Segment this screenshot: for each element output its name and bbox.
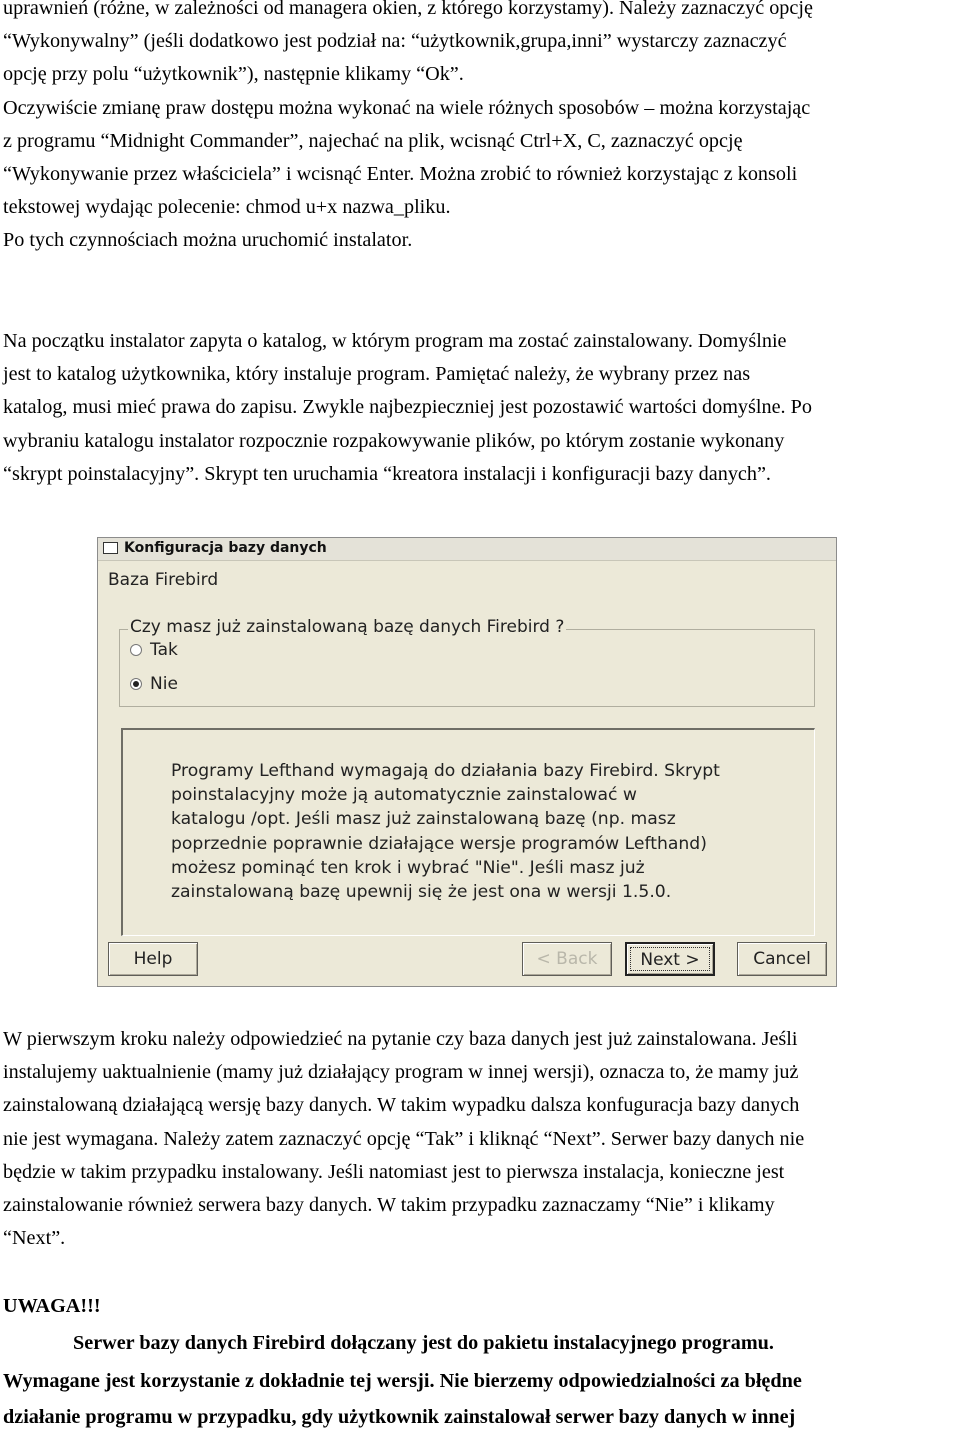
text-line: Na początku instalator zapyta o katalog, w którym program ma zostać zainstalowany. Domyślnie [3,330,787,352]
text-line: “Wykonywanie przez właściciela” i wcisnąć Enter. Można zrobić to również korzystając z konsoli [3,163,798,186]
text-line: “Next”. [3,1227,66,1250]
cancel-button[interactable] [737,942,827,976]
section-title: Baza Firebird [108,570,219,590]
window-icon [103,542,118,554]
paragraph-install-directory [3,325,958,491]
dialog-title: Konfiguracja bazy danych [124,540,327,556]
help-button-label: Help [133,949,173,969]
group-title: Czy masz już zainstalowaną bazę danych Firebird ? [130,617,565,637]
text-line: “skrypt poinstalacyjny”. Skrypt ten uruchamia “kreatora instalacji i konfiguracji bazy danych”. [3,462,771,485]
next-button[interactable] [625,942,715,976]
text-line: jest to katalog użytkownika, który instaluje program. Pamiętać należy, że wybrany przez nas [3,363,751,386]
text-line: tekstowej wydając polecenie: chmod u+x nazwa_pliku. [3,196,451,219]
radio-option-tak[interactable] [130,640,178,660]
text-line: W pierwszym kroku należy odpowiedzieć na pytanie czy baza danych jest już zainstalowana. Jeśli [3,1028,798,1050]
warning-heading: UWAGA!!! [3,1295,101,1317]
warning-text [3,1327,958,1360]
warning-line: Serwer bazy danych Firebird dołączany jest do pakietu instalacyjnego programu. [73,1332,774,1354]
radio-button-icon[interactable] [130,644,142,656]
text-line: będzie w takim przypadku instalowany. Jeśli natomiast jest to pierwsza instalacja, konieczne jest [3,1160,785,1183]
info-text: Programy Lefthand wymagają do działania bazy Firebird. Skrypt poinstalacyjny może ją automatycznie zainstalować w katalogu /opt. Jeśli masz już zainstalowaną bazę (np. masz poprzednie poprawnie działające wersje programów Lefthand) możesz pominąć ten krok i wybrać "Nie". Jeśli masz już zainstalowaną bazę upewnij się że jest ona w wersji 1.5.0. [171,761,720,903]
paragraph-first-step [3,1023,958,1255]
text-line: instalujemy uaktualnienie (mamy już działający program w innej wersji), oznacza to, że mamy już [3,1061,799,1084]
warning-line: Wymagane jest korzystanie z dokładnie tej wersji. Nie bierzemy odpowiedzialności za błędne [3,1370,802,1392]
firebird-installed-group [119,617,815,707]
paragraph-permissions [3,0,958,258]
text-line: uprawnień (różne, w zależności od managera okien, z którego korzystamy). Należy zaznaczyć opcję [3,0,813,19]
text-line: Oczywiście zmianę praw dostępu można wykonać na wiele różnych sposobów – można korzystając [3,96,811,119]
text-line: “Wykonywalny” (jeśli dodatkowo jest podział na: “użytkownik,grupa,inni” wystarczy zaznaczyć [3,30,787,53]
radio-label: Tak [150,640,178,660]
warning-text-continued [3,1363,958,1435]
back-button-label: < Back [536,949,598,969]
text-line: zainstalowaną działającą wersję bazy danych. W takim wypadku dalsza konfuguracja bazy danych [3,1094,800,1117]
database-config-dialog [97,537,837,987]
text-line: Po tych czynnościach można uruchomić instalator. [3,229,413,252]
cancel-button-label: Cancel [753,949,811,969]
radio-button-checked-icon[interactable] [130,678,142,690]
info-panel [121,728,815,936]
text-line: nie jest wymagana. Należy zatem zaznaczyć opcję “Tak” i kliknąć “Next”. Serwer bazy danych nie [3,1127,805,1150]
help-button[interactable] [108,942,198,976]
next-button-label: Next > [640,950,700,970]
text-line: wybraniu katalogu instalator rozpocznie rozpakowywanie plików, po którym zostanie wykonany [3,429,785,452]
warning-line: działanie programu w przypadku, gdy użytkownik zainstalował serwer bazy danych w innej [3,1406,796,1428]
text-line: katalog, musi mieć prawa do zapisu. Zwykle najbezpieczniej jest pozostawić wartości domyślne. Po [3,396,812,419]
text-line: opcję przy polu “użytkownik”), następnie klikamy “Ok”. [3,63,464,86]
back-button[interactable] [522,942,612,976]
text-line: zainstalowanie również serwera bazy danych. W takim przypadku zaznaczamy “Nie” i klikamy [3,1194,775,1217]
radio-label: Nie [150,674,178,694]
dialog-titlebar [98,538,836,561]
text-line: z programu “Midnight Commander”, najechać na plik, wcisnąć Ctrl+X, C, zaznaczyć opcję [3,129,743,152]
radio-option-nie[interactable] [130,674,178,694]
